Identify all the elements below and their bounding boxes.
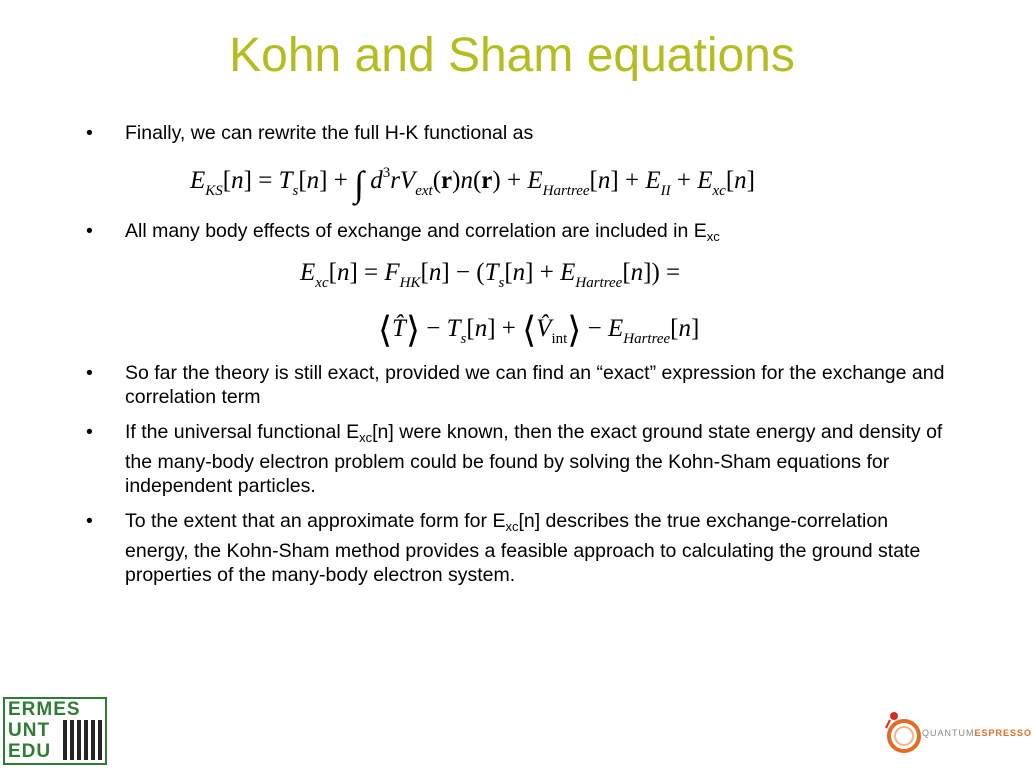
bullet-dot: • [86, 122, 93, 144]
ermes-logo [3, 697, 107, 765]
bullet-dot: • [86, 510, 93, 532]
quantum-espresso-wordmark: QUANTUMESPRESSO [922, 728, 1032, 738]
equation-exc-line1: $E_{xc}[n] = F_{HK}[n] - (T_s[n] + E_{Hartree}[n])$ = [300, 259, 681, 291]
bullet-4-text: If the universal functional $E_{xc}[n]$ were known, then the exact ground state energy and density of the many-body electron problem could be found by solving the Kohn-Sham equations for independent particles. [125, 421, 943, 497]
bullet-1-text: Finally, we can rewrite the full H-K functional as [125, 122, 534, 144]
qr-code-icon [63, 720, 103, 760]
bullet-dot: • [86, 220, 93, 242]
bullet-dot: • [86, 362, 93, 384]
bullet-dot: • [86, 421, 93, 443]
equation-exc-line2: ⟨T̂⟩ − $T_s[n]$ + $⟨V̂_{int}⟩ - E_{Hartree}[n]$ [378, 310, 700, 350]
equation-eks: $E_{KS}[n] = T_s[n]$ + ∫ $d^3rV_{ext}(r)n(r) + E_{Hartree}[n] + E_{II} + E_{xc}[n]$ [190, 164, 755, 204]
ermes-logo-line-3: EDU [8, 741, 52, 762]
bullet-5-text: To the extent that an approximate form for $E_{xc}[n]$ describes the true exchange-correlation energy, the Kohn-Sham method provides a feasible approach to calculating the ground state properties of the many-body electron system. [125, 510, 921, 586]
bullet-3-text: So far the theory is still exact, provided we can find an “exact” expression for the exchange and correlation term [125, 362, 945, 408]
slide-title: Kohn and Sham equations [229, 29, 795, 82]
ermes-logo-line-2: UNT [8, 720, 51, 741]
ermes-logo-line-1: ERMES [8, 699, 81, 720]
bullet-2-text: All many body effects of exchange and correlation are included in $E_{xc}$ [125, 220, 720, 244]
